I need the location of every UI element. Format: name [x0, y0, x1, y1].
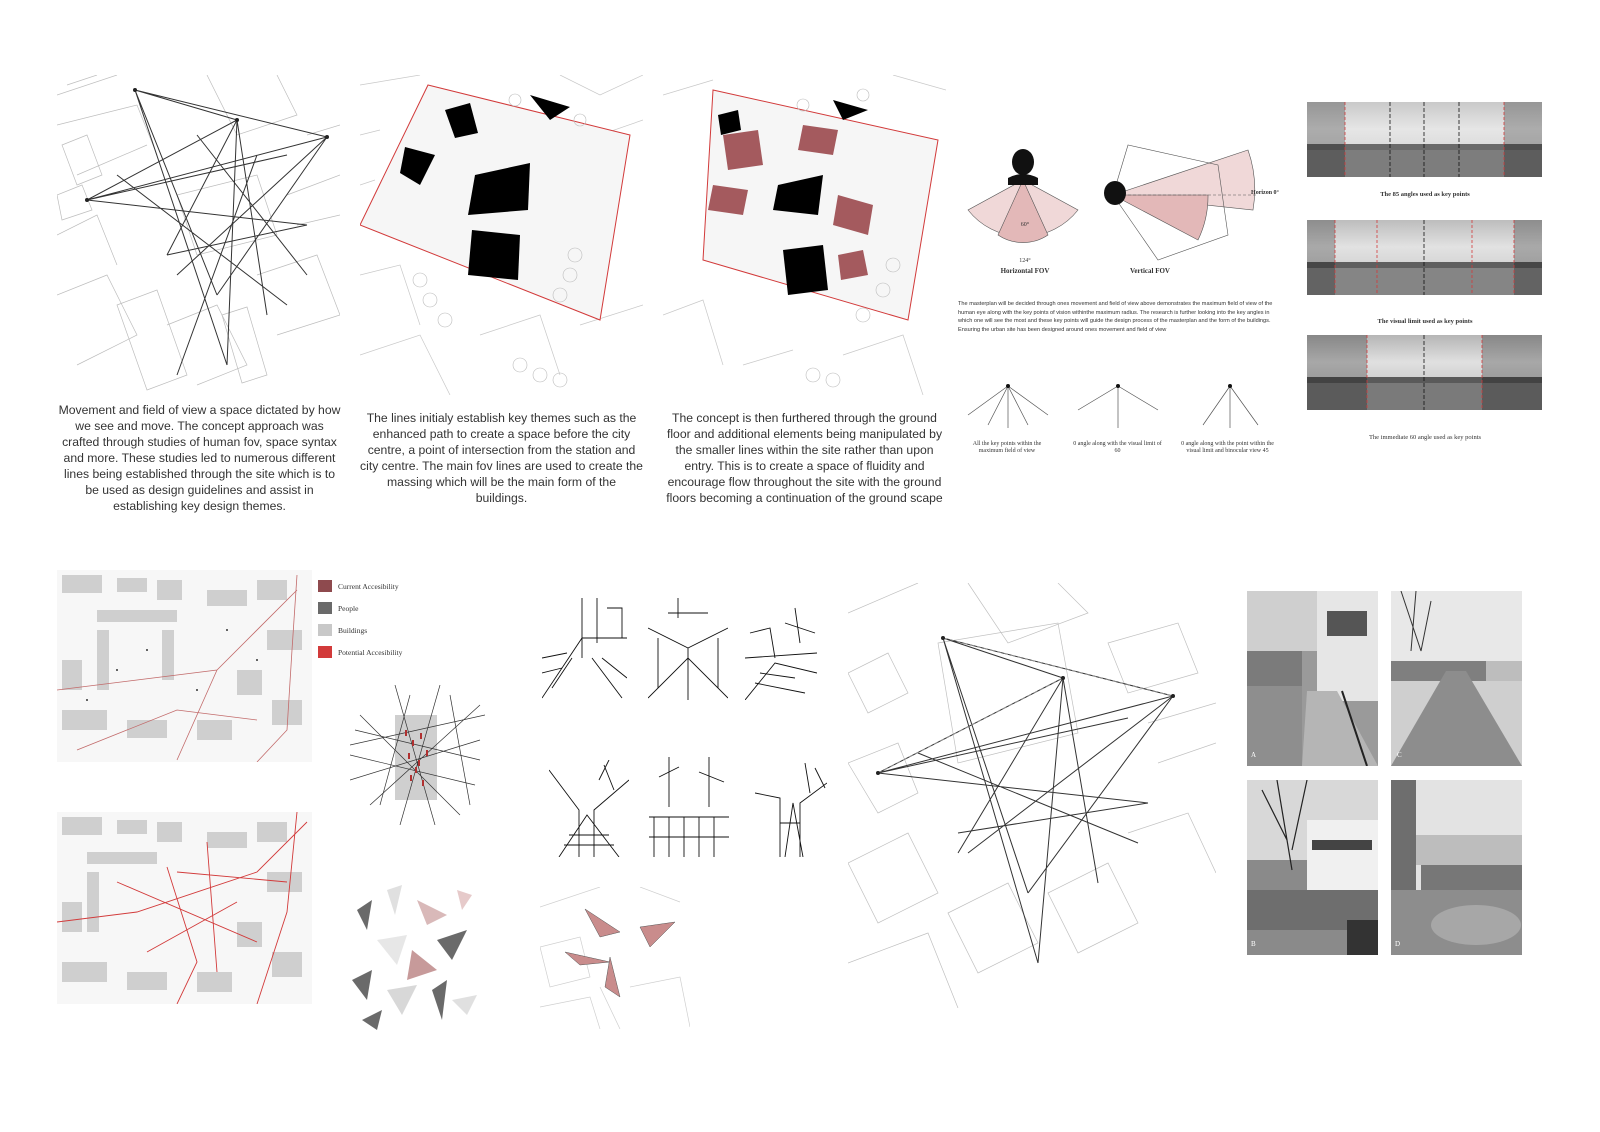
- legend-label: Current Accesibility: [338, 581, 399, 591]
- horizontal-fov-label: Horizontal FOV: [1000, 267, 1050, 275]
- sketch-6: [755, 763, 827, 857]
- legend-label: People: [338, 603, 359, 613]
- legend-people: [318, 602, 358, 614]
- keypoint-caption-3: 0 angle along with the point within the visual limit and binocular view 45: [1181, 441, 1274, 454]
- keypoint-caption-2: 0 angle along with the visual limit of 60: [1073, 441, 1162, 454]
- panorama-photo-1: [1307, 102, 1542, 177]
- ground-floor-plan: [663, 75, 946, 395]
- caption-ground-floor: The concept is then furthered through the ground floor and additional elements being manipulated by the smaller lines within the site rather than upon entry. This is to create a space of fluidity and encourage flow throughout the site with the ground floors becoming a continuation of the ground scape: [666, 411, 943, 505]
- shards-diagram: [347, 880, 482, 1030]
- street-photo-label-b: B: [1251, 940, 1256, 948]
- horizon-label: Horizon 0°: [1251, 190, 1279, 196]
- legend-label: Buildings: [338, 625, 368, 635]
- people-lines-diagram: [350, 685, 485, 825]
- sketch-1: [542, 598, 627, 700]
- street-photo-label-a: A: [1251, 751, 1257, 759]
- pink-site-plan: [540, 887, 690, 1029]
- sketch-5: [649, 757, 729, 857]
- sketch-3: [745, 603, 817, 700]
- large-fov-site-map: [848, 583, 1216, 1008]
- vertical-fov-label: Vertical FOV: [1130, 267, 1170, 275]
- sketch-4: [549, 760, 629, 857]
- caption-key-themes: The lines initialy establish key themes such as the enhanced path to create a space before the city centre, a point of intersection from the station and city centre. The main fov lines are used to create the massing which will be the main form of the buildings.: [360, 411, 643, 505]
- panorama-photo-2: [1307, 220, 1542, 295]
- site-fov-lines-map: [57, 75, 340, 395]
- street-photo-b: [1247, 780, 1378, 955]
- angle-60-label: 60°: [1020, 222, 1030, 228]
- legend-potential-accessibility: [318, 646, 402, 658]
- fov-description: The masterplan will be decided through ones movement and field of view above demonstrates the maximum field of view of the human eye along with the key points of vision withinthe maximum radius. The research is further looking into the key angles in which one will see the most and these key points will guide the design process of the masterplan and the form of the buildings. Ensuring the urban site has been designed around ones movement and field of view: [958, 301, 1273, 334]
- street-photo-label-c: C: [1397, 751, 1402, 759]
- street-photo-d: [1391, 780, 1522, 955]
- sketch-2: [648, 598, 728, 700]
- panorama-photo-3: [1307, 335, 1542, 410]
- current-accessibility-map: [57, 570, 312, 762]
- keypoint-caption-1: All the key points within the maximum field of view: [972, 441, 1042, 454]
- legend-swatch: [318, 580, 332, 592]
- street-photo-label-d: D: [1395, 940, 1401, 948]
- legend-current-accessibility: [318, 580, 399, 592]
- massing-plan: [360, 75, 643, 395]
- legend-swatch: [318, 602, 332, 614]
- panorama-label-1: The 85 angles used as key points: [1380, 191, 1470, 198]
- street-photo-a: [1247, 591, 1378, 766]
- keypoint-diagrams: [958, 380, 1278, 440]
- caption-movement: Movement and field of view a space dictated by how we see and move. The concept approach was crafted through studies of human fov, space syntax and more. These studies led to numerous different lines being established through the site which is to be used as design guidelines and assist in establishing key design themes.: [58, 403, 341, 513]
- panorama-label-3: The immediate 60 angle used as key points: [1368, 434, 1482, 441]
- panorama-label-2: The visual limit used as key points: [1377, 318, 1473, 325]
- legend-label: Potential Accesibility: [338, 647, 403, 657]
- legend-buildings: [318, 624, 367, 636]
- legend-swatch: [318, 624, 332, 636]
- legend-swatch: [318, 646, 332, 658]
- angle-124-label: 124°: [1019, 258, 1031, 264]
- potential-accessibility-map: [57, 812, 312, 1004]
- street-photo-c: [1391, 591, 1522, 766]
